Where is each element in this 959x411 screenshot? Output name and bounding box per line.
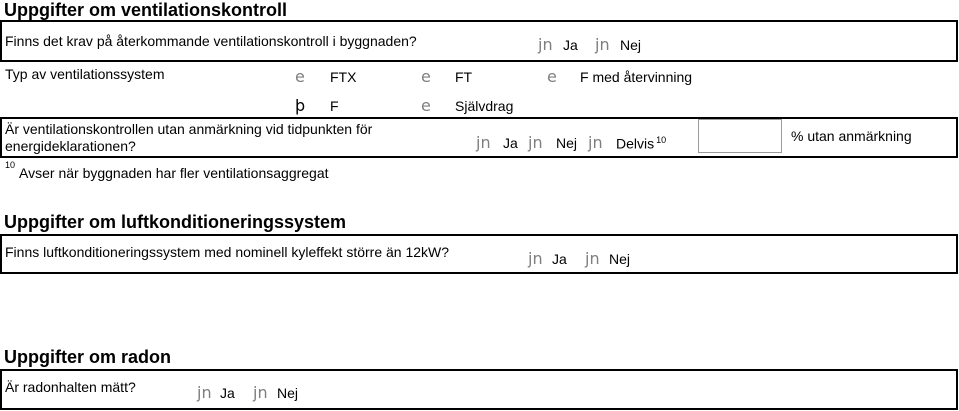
radio-ja-icon[interactable]: jn — [538, 35, 553, 54]
checkbox-f-atervinning-icon[interactable]: e — [547, 67, 557, 86]
checkbox-ftx-icon[interactable]: e — [295, 67, 305, 86]
radio-radon-ja-icon[interactable]: jn — [197, 383, 212, 402]
remark-question-line1: Är ventilationskontrollen utan anmärkning vid tidpunkten för — [5, 121, 373, 137]
type-ft-label: FT — [455, 69, 473, 85]
remark-nej-label: Nej — [556, 135, 578, 151]
type-ftx-label: FTX — [330, 69, 357, 85]
ac-question: Finns luftkonditioneringssystem med nominell kyleffekt större än 12kW? — [5, 244, 450, 260]
radon-row — [0, 369, 958, 410]
radio-remark-ja-icon[interactable]: jn — [476, 133, 491, 152]
ventilation-heading: Uppgifter om ventilationskontroll — [4, 0, 288, 20]
ac-ja-label: Ja — [552, 251, 567, 267]
percent-label: % utan anmärkning — [791, 128, 912, 144]
remark-footnote-mark: 10 — [656, 135, 667, 145]
radio-nej-icon[interactable]: jn — [595, 35, 610, 54]
recurring-nej-label: Nej — [620, 37, 642, 53]
footnote-mark: 10 — [5, 160, 16, 170]
ac-nej-label: Nej — [609, 251, 631, 267]
radon-ja-label: Ja — [220, 385, 235, 401]
recurring-question: Finns det krav på återkommande ventilationskontroll i byggnaden? — [5, 33, 417, 49]
recurring-ja-label: Ja — [563, 37, 578, 53]
checkbox-ft-icon[interactable]: e — [421, 67, 431, 86]
footnote-text: Avser när byggnaden har fler ventilationsaggregat — [19, 164, 329, 181]
radon-question: Är radonhalten mätt? — [5, 379, 136, 395]
type-sjalvdrag-label: Självdrag — [455, 98, 514, 114]
radio-ac-ja-icon[interactable]: jn — [528, 249, 543, 268]
radio-remark-nej-icon[interactable]: jn — [528, 133, 543, 152]
remark-delvis-text: Delvis — [616, 135, 655, 152]
radio-ac-nej-icon[interactable]: jn — [585, 249, 600, 268]
remark-ja-label: Ja — [503, 135, 518, 151]
footnote — [5, 160, 329, 181]
ac-heading: Uppgifter om luftkonditioneringssystem — [4, 212, 347, 232]
percent-input[interactable] — [698, 119, 782, 153]
remark-delvis-label — [616, 135, 666, 152]
checkbox-f-checked-icon[interactable]: þ — [295, 96, 306, 115]
remark-question-line2: energideklarationen? — [5, 138, 136, 154]
radio-remark-delvis-icon[interactable]: jn — [588, 133, 603, 152]
type-question: Typ av ventilationssystem — [5, 66, 165, 82]
type-f-label: F — [330, 98, 339, 114]
type-f-atervinning-label: F med återvinning — [580, 69, 693, 85]
checkbox-sjalvdrag-icon[interactable]: e — [421, 96, 431, 115]
radon-heading: Uppgifter om radon — [4, 347, 171, 367]
radon-nej-label: Nej — [277, 385, 299, 401]
radio-radon-nej-icon[interactable]: jn — [253, 383, 268, 402]
